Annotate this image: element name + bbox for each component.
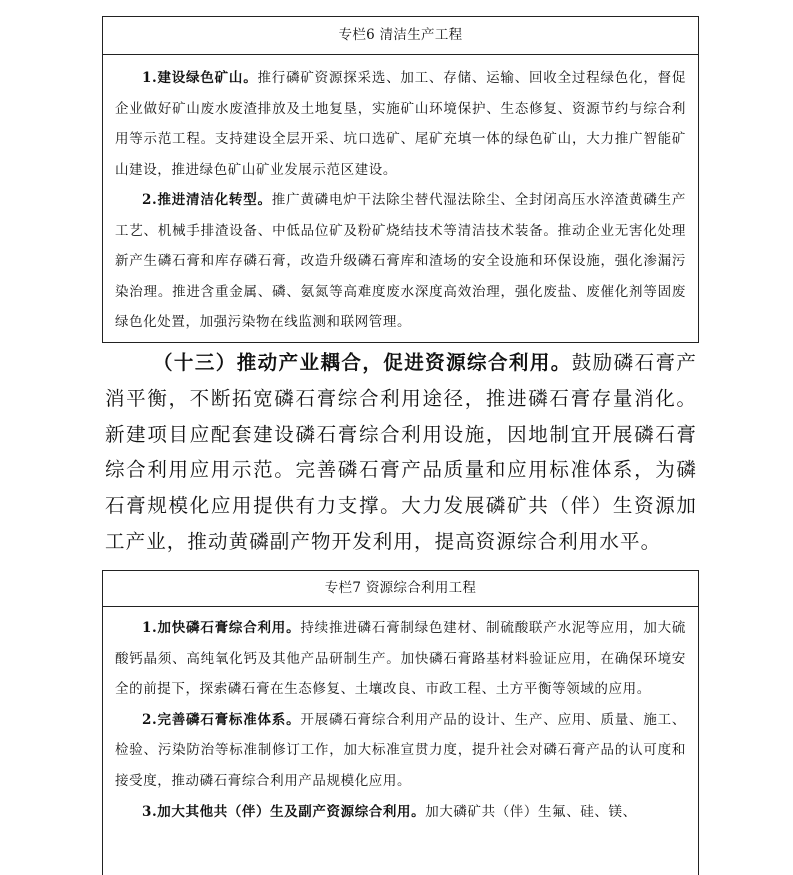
paragraph-heading: （十三）推动产业耦合，促进资源综合利用。 xyxy=(153,351,572,374)
paragraph-text: 鼓励磷石膏产消平衡，不断拓宽磷石膏综合利用途径，推进磷石膏存量消化。新建项目应配套建设磷石膏综合利用设施，因地制宜开展磷石膏综合利用应用示范。完善磷石膏产品质量和应用标准体系，为磷石膏规模化应用提供有力支撑。大力发展磷矿共（伴）生资源加工产业，推动黄磷副产物开发利用，提高资源综合利用水平。 xyxy=(105,351,697,553)
column-item xyxy=(115,185,686,338)
column-body xyxy=(103,607,698,827)
item-text: 推行磷矿资源探采选、加工、存储、运输、回收全过程绿色化，督促企业做好矿山废水废渣排放及土地复垦，实施矿山环境保护、生态修复、资源节约与综合利用等示范工程。支持建设全层开采、坑口选矿、尾矿充填一体的绿色矿山，大力推广智能矿山建设，推进绿色矿山矿业发展示范区建设。 xyxy=(115,70,687,178)
item-text: 加大磷矿共（伴）生氟、硅、镁、 xyxy=(425,803,637,820)
column-item xyxy=(115,63,686,185)
item-heading: 1.建设绿色矿山。 xyxy=(142,70,258,86)
column-item xyxy=(115,613,686,705)
item-text: 开展磷石膏综合利用产品的设计、生产、应用、质量、施工、检验、污染防治等标准制修订工作，加大标准宣贯力度，提升社会对磷石膏产品的认可度和接受度，推动磷石膏综合利用产品规模化应用。 xyxy=(115,711,686,789)
column-body xyxy=(103,55,698,338)
column-box-7 xyxy=(102,570,699,875)
column-title: 专栏7 资源综合利用工程 xyxy=(103,571,698,607)
item-heading: 2.完善磷石膏标准体系。 xyxy=(142,711,301,728)
item-text: 持续推进磷石膏制绿色建材、制硫酸联产水泥等应用，加大硫酸钙晶须、高纯氧化钙及其他产品研制生产。加快磷石膏路基材料验证应用，在确保环境安全的前提下，探索磷石膏在生态修复、土壤改良、市政工程、土方平衡等领域的应用。 xyxy=(115,620,686,698)
item-heading: 2.推进清洁化转型。 xyxy=(142,192,272,208)
column-box-6 xyxy=(102,16,699,343)
item-heading: 1.加快磷石膏综合利用。 xyxy=(142,620,301,636)
item-text: 推广黄磷电炉干法除尘替代湿法除尘、全封闭高压水淬渣黄磷生产工艺、机械手排渣设备、中低品位矿及粉矿烧结技术等清洁技术装备。推动企业无害化处理新产生磷石膏和库存磷石膏，改造升级磷石膏库和渣场的安全设施和环保设施，强化渗漏污染治理。推进含重金属、磷、氨氮等高难度废水深度高效治理，强化废盐、废催化剂等固废绿色化处置，加强污染物在线监测和联网管理。 xyxy=(115,192,686,330)
item-heading: 3.加大其他共（伴）生及副产资源综合利用。 xyxy=(142,803,426,820)
column-title: 专栏6 清洁生产工程 xyxy=(103,17,698,55)
body-paragraph xyxy=(105,345,697,560)
column-item xyxy=(115,797,686,828)
column-item xyxy=(115,705,686,797)
